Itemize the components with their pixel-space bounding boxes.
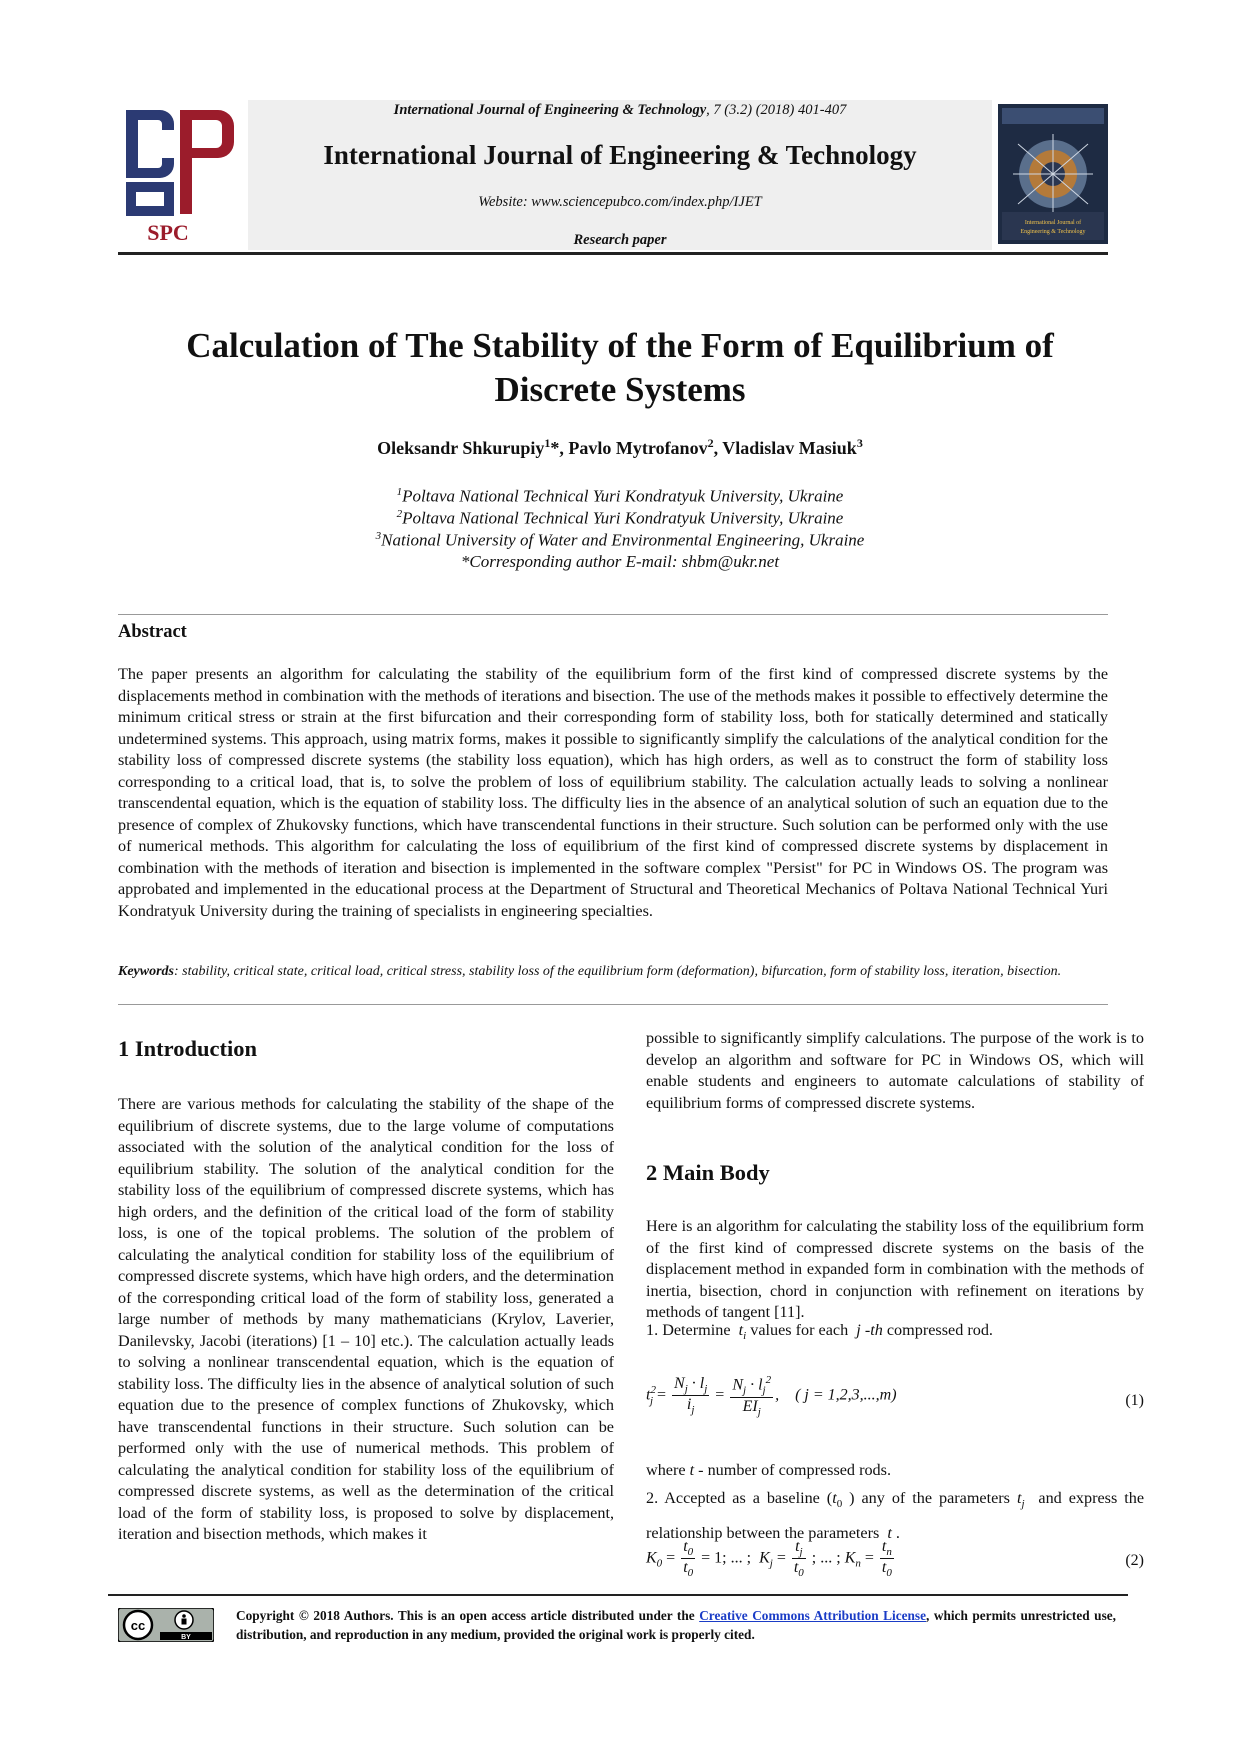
corresponding-author: *Corresponding author E-mail: shbm@ukr.net — [460, 552, 780, 571]
header-band — [248, 100, 992, 250]
intro-continuation: possible to significantly simplify calculations. The purpose of the work is to develop an algorithm and software for PC in Windows OS, which will enable students and engineers to automate calculations of stability of equilibrium forms of compressed discrete systems. — [646, 1029, 1144, 1112]
journal-title: International Journal of Engineering & Technology — [323, 140, 917, 170]
author-name: Pavlo Mytrofanov — [568, 438, 708, 458]
where-note: where t - number of compressed rods. — [646, 1461, 891, 1479]
intro-text: There are various methods for calculating the stability of the shape of the equilibrium of discrete systems, due to the large volume of computations associated with the solution of the analytical condition for the loss of equilibrium stability. The solution of the analytical condition for the stability loss of the equilibrium of compressed discrete systems, which has high orders, and the definition of the critical load of the form of stability loss, is one of the topical problems. The solution of the problem of calculating the analytical condition for stability loss of the equilibrium of compressed discrete systems, which have high orders, and the determination of the corresponding critical load of the form of stability loss, generated a large number of methods by many mathematicians (Krylov, Laverier, Danilevsky, Jacobi (iterations) [1 – 10] etc.). The calculation actually leads to solving a nonlinear transcendental equation, which is the equation of stability loss. The difficulty lies in the absence of analytical solution of such equation due to the presence of complex functions of Zhukovsky, which have transcendental functions in their structure. Such solution can be performed only with the use of numerical methods. This problem of calculating the analytical condition for stability loss of the equilibrium of compressed discrete systems, as well as the determination of the critical load of the form of stability loss, is proposed to solve by displacement, iteration and bisection methods, which makes it — [118, 1095, 614, 1543]
abstract-heading: Abstract — [118, 622, 187, 642]
cover-title: International Journal of — [1024, 220, 1082, 226]
section-rule — [118, 614, 1108, 615]
affiliation: $^2$Poltava National Technical Yuri Kondratyuk University, Ukraine — [396, 508, 844, 528]
intro-heading: 1 Introduction — [118, 1036, 257, 1061]
publisher-logo — [118, 100, 244, 248]
journal-citation: International Journal of Engineering & Technology, 7 (3.2) (2018) 401-407 — [393, 102, 847, 118]
section-rule — [118, 1004, 1108, 1005]
equation-1: $t^2_j$ = $\frac{N_j \cdot l_j}{i_j}$ = $\frac{N_j \cdot l_j^2}{EI_j}$ , ( j = 1,2,3,...,m) (1) — [646, 1374, 1144, 1418]
journal-website: Website: www.sciencepubco.com/index.php/IJET — [478, 194, 762, 210]
main-heading: 2 Main Body — [646, 1160, 770, 1185]
step-2: 2. Accepted as a baseline ($t_0$ ) any of the parameters $t_j$ and express the relationship between the parameters t . — [646, 1489, 1144, 1543]
footer-rule — [108, 1594, 1128, 1596]
abstract-text: The paper presents an algorithm for calculating the stability of the equilibrium form of the first kind of compressed discrete systems by the displacements method in combination with the methods of iterations and bisection. The use of the methods makes it possible to effectively determine the minimum critical stress or strain at the first bifurcation and their corresponding form of stability loss, both for statically determined and statically undetermined systems. This approach, using matrix forms, makes it possible to significantly simplify the calculations of the analytical condition for the stability loss of compressed discrete systems (the stability loss equation), which has high orders, as well as to construct the form of stability loss corresponding to a critical load, that is, to solve the problem of loss of equilibrium stability. The calculation actually leads to solving a nonlinear transcendental equation, which is the equation of stability loss. The difficulty lies in the absence of an analytical solution of such an equation due to the presence of complex of Zhukovsky functions, which have transcendental functions in their structure. Such solution can be performed only with the use of numerical methods. This algorithm for calculating the loss of equilibrium of the first kind of compressed discrete systems by displacement in combination with the methods of iteration and bisection is implemented in the software complex "Persist" for PC in Windows OS. The program was approbated and implemented in the educational process at the Department of Structural and Theoretical Mechanics of Poltava National Technical Yuri Kondratyuk University during the training of specialists in engineering specialties. — [118, 665, 1108, 920]
header-rule — [118, 252, 1108, 255]
paper-type: Research paper — [573, 232, 667, 248]
affiliation: $^3$National University of Water and Environmental Engineering, Ukraine — [375, 530, 865, 550]
author-list: Oleksandr Shkurupiy$^1$*, Pavlo Mytrofanov$^2$, Vladislav Masiuk$^3$ — [377, 436, 863, 458]
license-link[interactable]: Creative Commons Attribution License — [699, 1608, 926, 1623]
author-name: Oleksandr Shkurupiy — [377, 438, 545, 458]
equation-1-number: (1) — [1125, 1392, 1144, 1409]
affiliation: $^1$Poltava National Technical Yuri Kondratyuk University, Ukraine — [396, 486, 844, 506]
journal-cover-image — [998, 104, 1108, 244]
equation-1-range: ( j = 1,2,3,...,m) — [795, 1386, 897, 1404]
step-1: 1. Determine $t_i$ values for each j -th compressed rod. — [646, 1321, 993, 1343]
by-text: BY — [181, 1634, 191, 1641]
equation-2-number: (2) — [1125, 1552, 1144, 1569]
paper-title: Calculation of The Stability of the Form of Equilibrium of Discrete Systems — [186, 326, 1054, 409]
main-text: Here is an algorithm for calculating the stability loss of the equilibrium form of the first kind of compressed discrete systems on the basis of the displacement method in expanded form in combination with the methods of inertia, bisection, chord in conjunction with refinement on iterations by methods of tangent [11]. — [646, 1217, 1144, 1321]
keywords: Keywords: stability, critical state, critical load, critical stress, stability loss of the equilibrium form (deformation), bifurcation, form of stability loss, iteration, bisection. — [118, 964, 1062, 979]
cover-title-2: Engineering & Technology — [1020, 229, 1086, 235]
equation-2: $K_0$ = $\frac{t_0}{t_0}$ = 1; ... ; $K_j$ = $\frac{t_j}{t_0}$ ; ... ; $K_n$ = $\frac{t_n}{t_0}$ (2) — [646, 1538, 1144, 1580]
cc-text: cc — [130, 1618, 146, 1633]
logo-text: SPC — [147, 220, 189, 245]
author-name: Vladislav Masiuk — [722, 438, 857, 458]
copyright-notice: Copyright © 2018 Authors. This is an open access article distributed under the Creative Commons Attribution License, which permits unrestricted use, distribution, and reproduction in any medium, provided the original work is properly cited. — [236, 1608, 1116, 1642]
cc-by-license-icon[interactable] — [118, 1608, 214, 1642]
